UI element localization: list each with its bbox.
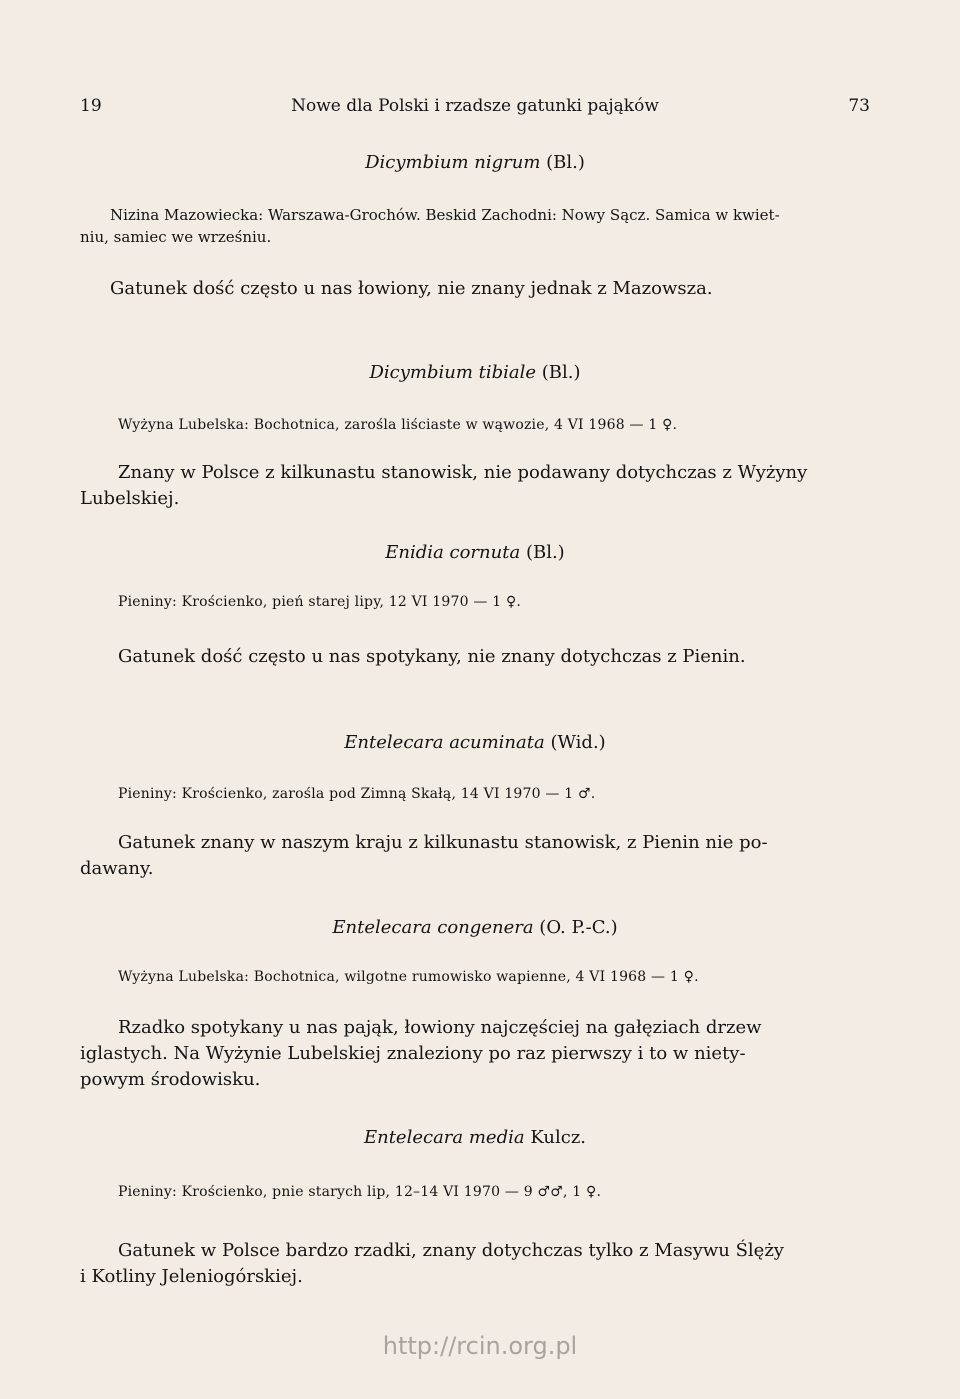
record-line: niu, samiec we wrześniu. [80, 228, 272, 246]
species-heading [80, 1127, 870, 1148]
species-heading [80, 152, 870, 173]
running-title: Nowe dla Polski i rzadsze gatunki pająków [291, 96, 659, 116]
record-line: Nizina Mazowiecka: Warszawa-Grochów. Beskid Zachodni: Nowy Sącz. Samica w kwiet- [110, 206, 780, 224]
species-author: Kulcz. [530, 1127, 587, 1148]
species-heading [80, 362, 870, 383]
species-name: Enidia cornuta [385, 542, 521, 563]
species-author: (Wid.) [550, 732, 606, 753]
species-heading [80, 542, 870, 563]
note-text [80, 830, 870, 882]
species-name: Dicymbium nigrum [365, 152, 541, 173]
note-text [80, 460, 870, 512]
note-line: Gatunek dość często u nas łowiony, nie znany jednak z Mazowsza. [110, 278, 713, 299]
note-line: Rzadko spotykany u nas pająk, łowiony najczęściej na gałęziach drzew [118, 1017, 762, 1038]
page-number-left: 19 [80, 96, 102, 116]
note-line: Gatunek w Polsce bardzo rzadki, znany dotychczas tylko z Masywu Ślęży [118, 1240, 784, 1261]
note-text [80, 1015, 870, 1093]
note-line: dawany. [80, 858, 154, 879]
species-author: (Bl.) [541, 362, 581, 383]
running-header [80, 96, 870, 124]
record-text: Pieniny: Krościenko, pnie starych lip, 12–14 VI 1970 — 9 ♂♂, 1 ♀. [118, 1184, 602, 1200]
note-line: iglastych. Na Wyżynie Lubelskiej znaleziony po raz pierwszy i to w niety- [80, 1043, 746, 1064]
record-text: Wyżyna Lubelska: Bochotnica, wilgotne rumowisko wapienne, 4 VI 1968 — 1 ♀. [118, 969, 699, 985]
species-name: Entelecara media [363, 1127, 525, 1148]
note-line: Lubelskiej. [80, 488, 180, 509]
note-text [80, 276, 870, 302]
record-text: Pieniny: Krościenko, pień starej lipy, 12 VI 1970 — 1 ♀. [118, 594, 522, 610]
note-line: Gatunek znany w naszym kraju z kilkunastu stanowisk, z Pienin nie po- [118, 832, 768, 853]
species-name: Entelecara acuminata [344, 732, 545, 753]
species-name: Dicymbium tibiale [369, 362, 537, 383]
species-author: (Bl.) [546, 152, 585, 173]
species-heading [80, 732, 870, 753]
page-number-right: 73 [848, 96, 870, 116]
note-line: powym środowisku. [80, 1069, 261, 1090]
note-line: Znany w Polsce z kilkunastu stanowisk, nie podawany dotychczas z Wyżyny [118, 462, 808, 483]
note-text [80, 644, 870, 670]
source-url-watermark: http://rcin.org.pl [382, 1332, 578, 1360]
species-author: (Bl.) [525, 542, 565, 563]
note-line: Gatunek dość często u nas spotykany, nie znany dotychczas z Pienin. [118, 646, 746, 667]
species-heading [80, 917, 870, 938]
note-text [80, 1238, 870, 1290]
record-text: Wyżyna Lubelska: Bochotnica, zarośla liściaste w wąwozie, 4 VI 1968 — 1 ♀. [118, 417, 678, 433]
species-name: Entelecara congenera [332, 917, 534, 938]
record-text: Pieniny: Krościenko, zarośla pod Zimną Skałą, 14 VI 1970 — 1 ♂. [118, 786, 596, 802]
note-line: i Kotliny Jeleniogórskiej. [80, 1266, 303, 1287]
species-author: (O. P.-C.) [539, 917, 618, 938]
record-text [80, 204, 870, 248]
